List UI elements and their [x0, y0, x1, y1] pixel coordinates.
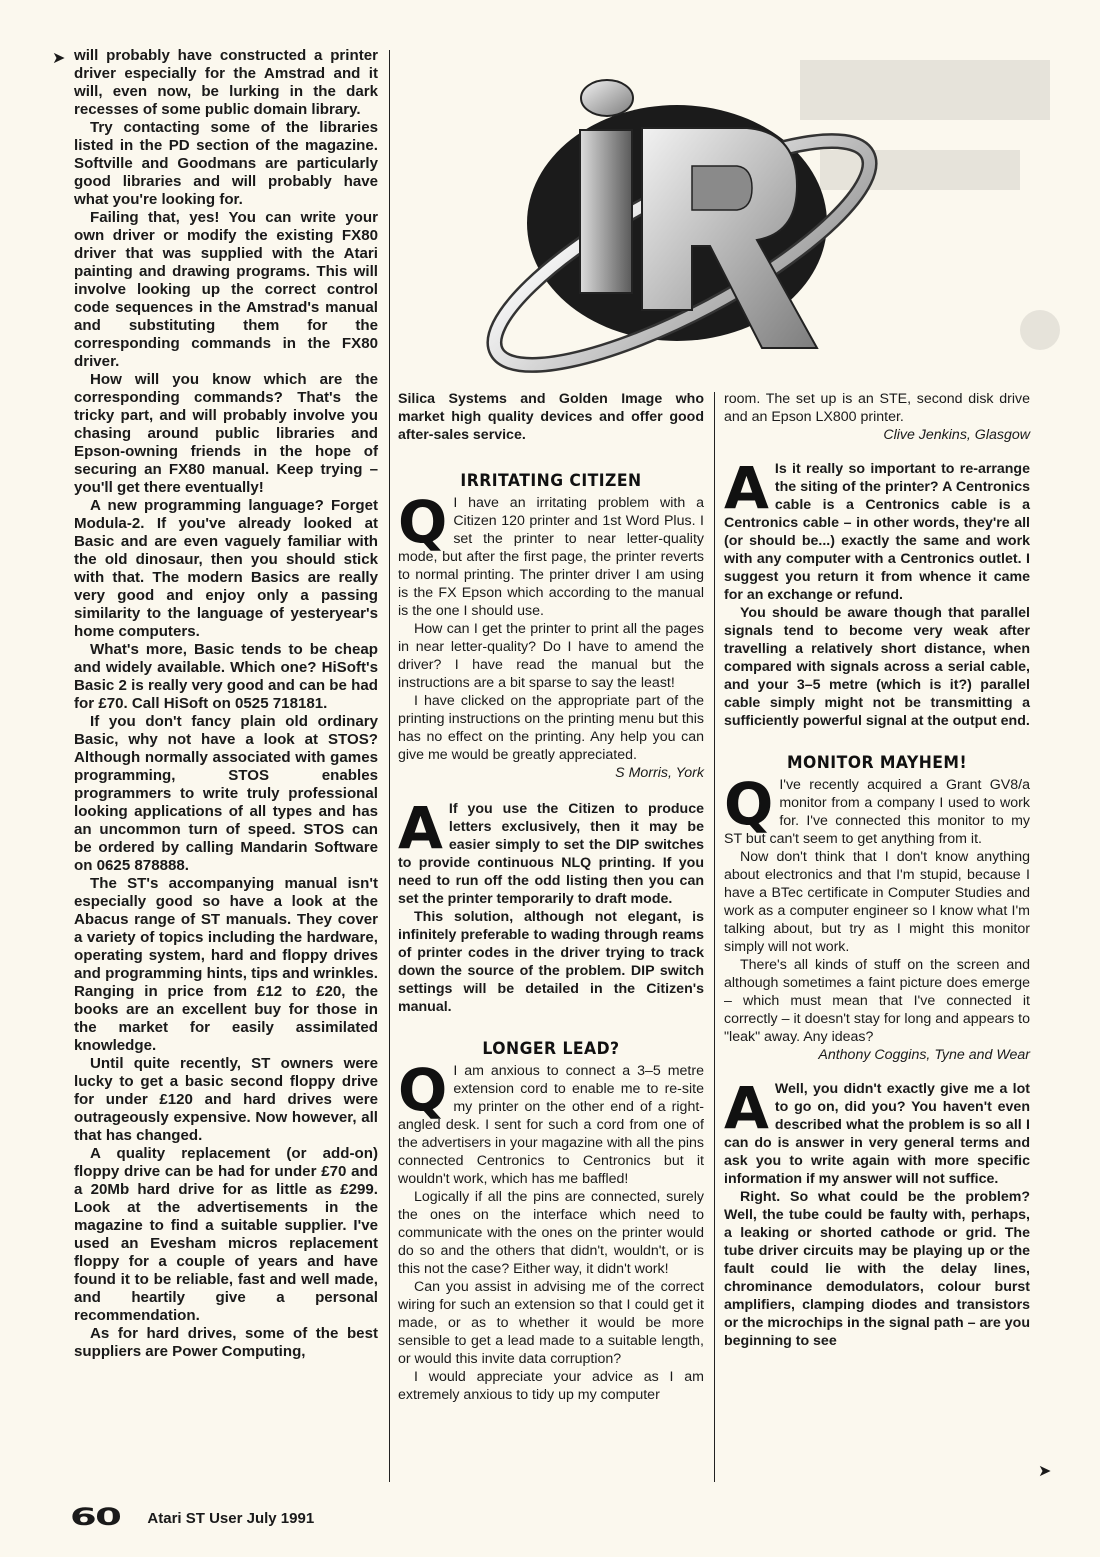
- paragraph: Failing that, yes! You can write your own driver or modify the existing FX80 driver that was supplied with the Atari painting and drawing programs. This will involve looking up the correct control code sequences in the Amstrad's manual and substituting them for the corresponding commands in the FX80 driver.: [74, 209, 378, 370]
- column-2: [398, 390, 704, 1404]
- paragraph: There's all kinds of stuff on the screen and although sometimes a faint picture does emerge – which must mean that I've connected it correctly – it doesn't stay for long and appears to "leak" away. Any ideas?: [724, 957, 1030, 1045]
- signature: S Morris, York: [615, 765, 704, 781]
- a-drop-cap: A: [724, 1074, 769, 1142]
- paragraph: Can you assist in advising me of the correct wiring for such an extension so that I could get it made, or as to whether it would be more sensible to get a lead made to a suitable length, or would this invite data corruption?: [398, 1279, 704, 1367]
- paragraph: This solution, although not elegant, is infinitely preferable to wading through reams of printer codes in the driver trying to track down the source of the problem. DIP switch settings will be detailed in the Citizen's manual.: [398, 909, 704, 1015]
- paragraph: room. The set up is an STE, second disk drive and an Epson LX800 printer.: [724, 391, 1030, 425]
- answer-block: [724, 1074, 1030, 1350]
- a-drop-cap: A: [398, 794, 443, 862]
- paragraph: Logically if all the pins are connected, surely the ones on the interface which need to communicate with the ones on the printer would do so and the others that didn't, wouldn't, or is this not the case? Either way, it didn't work!: [398, 1189, 704, 1277]
- paragraph: How can I get the printer to print all the pages in near letter-quality? Do I have to amend the driver? I have read the manual but the instructions are a bit sparse to say the least!: [398, 621, 704, 691]
- publication-info: Atari ST User July 1991: [147, 1510, 315, 1527]
- a-drop-cap: A: [724, 454, 769, 522]
- ir-logo: [482, 48, 912, 378]
- paragraph: Is it really so important to re-arrange the siting of the printer? A Centronics cable is a Centronics cable is a Centronics cable – in other words, they're all (or should be...) exactly the same and work with any computer with a Centronics outlet. I suggest you return it from whence it came for an exchange or refund.: [724, 461, 1030, 603]
- paragraph: A quality replacement (or add-on) floppy drive can be had for under £70 and a 20Mb hard drive for as little as £299. Look at the advertisements in the magazine to find a suitable supplier. I've used an Evesham micros replacement floppy for a couple of years and have found it to be reliable, fast and well made, and heartily give a personal recommendation.: [74, 1145, 378, 1324]
- column-1: [74, 47, 378, 1361]
- signature: Anthony Coggins, Tyne and Wear: [818, 1047, 1030, 1063]
- paragraph: I am anxious to connect a 3–5 metre extension cord to enable me to re-site my printer on the other end of a right-angled desk. I sent for such a cord from one of the advertisers in your magazine with all the pins connected Centronics to Centronics but it wouldn't work, which has me baffled!: [398, 1063, 704, 1187]
- continued-arrow-icon: ➤: [52, 50, 66, 67]
- paragraph: If you don't fancy plain old ordinary Basic, why not have a look at STOS? Although normally associated with games programming, STOS enables programmers to write truly professional looking applications of all types and has an uncommon turn of speed. STOS can be ordered by calling Mandarin Software on 0625 878888.: [74, 713, 378, 874]
- question-block: [398, 1056, 704, 1404]
- column-divider: [389, 50, 390, 1482]
- q-drop-cap: Q: [398, 488, 448, 556]
- paragraph: Try contacting some of the libraries listed in the PD section of the magazine. Softville and Goodmans are particularly good libraries and will probably have what you're looking for.: [74, 119, 378, 208]
- q-drop-cap: Q: [724, 770, 774, 838]
- section-heading: MONITOR MAYHEM!: [786, 753, 968, 773]
- continued-arrow-icon: ➤: [1038, 1463, 1052, 1480]
- paragraph: I have an irritating problem with a Citizen 120 printer and 1st Word Plus. I set the printer to near letter-quality mode, but after the first page, the printer reverts to normal printing. The printer driver I am using is the FX Epson which according to the manual is the one I should use.: [398, 495, 704, 619]
- q-drop-cap: Q: [398, 1056, 448, 1124]
- signature: Clive Jenkins, Glasgow: [883, 427, 1030, 443]
- paragraph: will probably have constructed a printer driver especially for the Amstrad and it will, even now, be lurking in the dark recesses of some public domain library.: [74, 47, 378, 118]
- section-heading: IRRITATING CITIZEN: [460, 471, 642, 491]
- answer-block: [398, 794, 704, 1016]
- paragraph: I would appreciate your advice as I am extremely anxious to tidy up my computer: [398, 1369, 704, 1403]
- paragraph: Now don't think that I don't know anything about electronics and that I'm stupid, because I have a BTec certificate in Computer Studies and work as a computer engineer so I know what I'm talking about, but try as I might this monitor simply will not work.: [724, 849, 1030, 955]
- column-divider: [714, 392, 715, 1482]
- paragraph: Until quite recently, ST owners were lucky to get a basic second floppy drive for under £120 and hard drives were outrageously expensive. Now however, all that has changed.: [74, 1055, 378, 1144]
- paragraph: If you use the Citizen to produce letters exclusively, then it may be easier simply to set the DIP switches to provide continuous NLQ printing. If you need to run off the odd listing then you can set the printer temporarily to draft mode.: [398, 801, 704, 907]
- paragraph: A new programming language? Forget Modula-2. If you've already looked at Basic and are even vaguely familiar with the old dinosaur, then you should stick with that. The modern Basics are really very good and enjoy only a passing similarity to the language of yesteryear's home computers.: [74, 497, 378, 640]
- paragraph: You should be aware though that parallel signals tend to become very weak after travelling a relatively short distance, when compared with signals across a serial cable, and your 3–5 metre (which is it?) parallel cable simply might not be transmitting a sufficiently powerful signal at the output end.: [724, 605, 1030, 729]
- paragraph: The ST's accompanying manual isn't especially good so have a look at the Abacus range of ST manuals. They cover a variety of topics including the hardware, operating system, hard and floppy drives and programming hints, tips and wrinkles. Ranging in price from £12 to £20, the books are an excellent buy for those in the market for easily assimilated knowledge.: [74, 875, 378, 1054]
- question-block: [724, 770, 1030, 1064]
- answer-block: [724, 454, 1030, 730]
- question-block: [398, 488, 704, 782]
- paragraph: As for hard drives, some of the best suppliers are Power Computing,: [74, 1325, 378, 1360]
- paragraph: What's more, Basic tends to be cheap and widely available. Which one? HiSoft's Basic 2 is really very good and can be had for £70. Call HiSoft on 0525 718181.: [74, 641, 378, 712]
- paragraph: I have clicked on the appropriate part of the printing instructions on the printing menu but this has no effect on the printing. Any help you can give me would be greatly appreciated.: [398, 693, 704, 763]
- paragraph: How will you know which are the corresponding commands? That's the tricky part, and will probably involve you chasing around public libraries and Epson-owning friends in the hope of securing an FX80 manual. Keep trying – you'll get there eventually!: [74, 371, 378, 496]
- paragraph: Silica Systems and Golden Image who market high quality devices and offer good after-sales service.: [398, 391, 704, 443]
- page-number: 60: [70, 1503, 121, 1531]
- page-footer: [70, 1503, 314, 1531]
- column-3: [724, 390, 1030, 1350]
- paragraph: Well, you didn't exactly give me a lot to go on, did you? You haven't even described what the problem is so all I can do is answer in very general terms and ask you to write again with more specific information if my answer will not suffice.: [724, 1081, 1030, 1187]
- paragraph: Right. So what could be the problem? Well, the tube could be faulty with, perhaps, a leaking or shorted cathode or grid. The tube driver circuits may be playing up or the fault could lie with the delay lines, chrominance demodulators, colour burst amplifiers, clamping diodes and transistors or the microchips in the signal path – are you beginning to see: [724, 1189, 1030, 1349]
- paragraph: I've recently acquired a Grant GV8/a monitor from a company I used to work for. I've connected this monitor to my ST but can't seem to get anything from it.: [724, 777, 1030, 847]
- section-heading: LONGER LEAD?: [482, 1039, 620, 1059]
